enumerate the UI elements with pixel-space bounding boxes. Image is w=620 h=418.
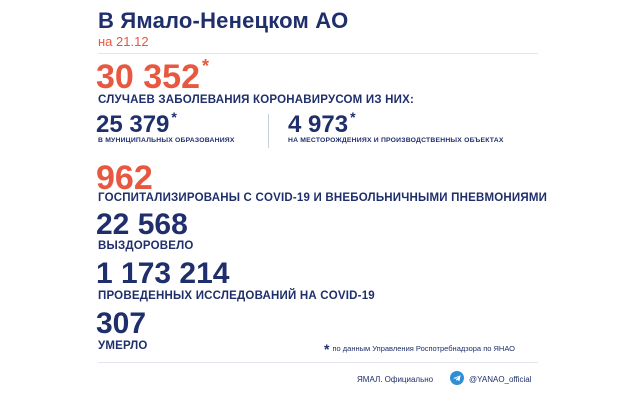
field-cases-asterisk: *	[350, 109, 356, 125]
total-cases-asterisk: *	[202, 56, 210, 76]
footnote-asterisk: *	[324, 341, 330, 357]
hospitalized-label: ГОСПИТАЛИЗИРОВАНЫ С COVID-19 И ВНЕБОЛЬНИЧНЫМИ ПНЕВМОНИЯМИ	[98, 192, 548, 204]
telegram-icon	[450, 371, 464, 385]
header-divider	[98, 53, 538, 54]
page-title: В Ямало-Ненецком АО	[98, 8, 349, 33]
recovered-value: 22 568	[96, 208, 188, 241]
recovered-label: ВЫЗДОРОВЕЛО	[98, 240, 194, 252]
municipal-cases-asterisk: *	[171, 109, 177, 125]
deaths-label: УМЕРЛО	[98, 340, 148, 352]
total-cases-label: СЛУЧАЕВ ЗАБОЛЕВАНИЯ КОРОНАВИРУСОМ ИЗ НИХ:	[98, 94, 414, 106]
municipal-cases-label: В МУНИЦИПАЛЬНЫХ ОБРАЗОВАНИЯХ	[98, 137, 235, 144]
field-cases-label: НА МЕСТОРОЖДЕНИЯХ И ПРОИЗВОДСТВЕННЫХ ОБЪЕКТАХ	[288, 137, 504, 144]
brand-name: ЯМАЛ. Официально	[357, 375, 434, 384]
municipal-cases-value: 25 379 *	[96, 109, 177, 138]
tests-value: 1 173 214	[96, 257, 230, 290]
tests-label: ПРОВЕДЕННЫХ ИССЛЕДОВАНИЙ НА COVID-19	[98, 290, 375, 302]
footnote-text: по данным Управления Роспотребнадзора по ЯНАО	[332, 344, 516, 353]
telegram-handle[interactable]: @YANAO_official	[469, 375, 532, 384]
total-cases-value: 30 352 *	[96, 56, 210, 96]
deaths-value: 307	[96, 307, 147, 340]
report-date: на 21.12	[98, 34, 149, 49]
stats-divider	[268, 114, 269, 148]
field-cases-value: 4 973 *	[288, 109, 356, 138]
hospitalized-value: 962	[96, 159, 153, 197]
footer-divider	[98, 362, 538, 363]
source-footnote	[324, 338, 516, 357]
